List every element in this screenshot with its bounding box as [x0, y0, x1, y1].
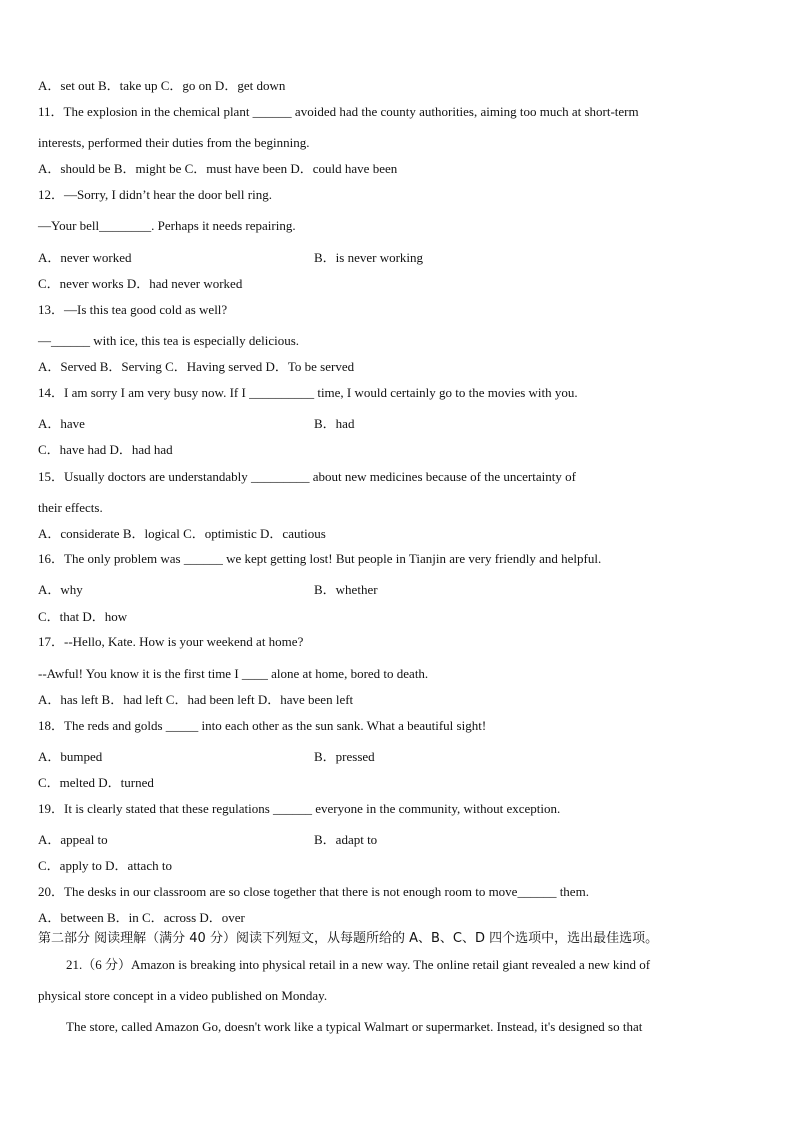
option-right-column: B．pressed: [314, 749, 375, 764]
text-line: 18．The reds and golds _____ into each other as the sun sank. What a beautiful sight!: [38, 718, 487, 733]
text-line: A．set out B．take up C．go on D．get down: [38, 78, 286, 93]
text-line: A．bumped: [38, 749, 103, 764]
text-line: their effects.: [38, 500, 103, 515]
option-right-column: B．had: [314, 416, 355, 431]
text-line: 16．The only problem was ______ we kept getting lost! But people in Tianjin are very friendly and helpful.: [38, 551, 602, 566]
text-line: A．between B．in C．across D．over: [38, 910, 245, 925]
text-line: physical store concept in a video published on Monday.: [38, 988, 328, 1003]
text-line: 12．—Sorry, I didn’t hear the door bell ring.: [38, 187, 272, 202]
text-line: A．why: [38, 582, 83, 597]
text-line: A．appeal to: [38, 832, 108, 847]
text-line: A．should be B．might be C．must have been D．could have been: [38, 161, 398, 176]
text-line: 第二部分 阅读理解（满分 40 分）阅读下列短文，从每题所给的 A、B、C、D 四个选项中，选出最佳选项。: [38, 931, 659, 946]
text-line: C．melted D．turned: [38, 775, 154, 790]
text-line: The store, called Amazon Go, doesn't work like a typical Walmart or supermarket. Instead, it's designed so that: [66, 1019, 643, 1034]
text-line: C．have had D．had had: [38, 442, 173, 457]
text-line: A．have: [38, 416, 85, 431]
text-line: A．has left B．had left C．had been left D．have been left: [38, 692, 354, 707]
text-line: 13．—Is this tea good cold as well?: [38, 302, 228, 317]
text-line: 19．It is clearly stated that these regulations ______ everyone in the community, without exception.: [38, 801, 561, 816]
option-right-column: B．adapt to: [314, 832, 378, 847]
text-line: —______ with ice, this tea is especially delicious.: [38, 333, 300, 348]
option-right-column: B．whether: [314, 582, 378, 597]
text-line: 20．The desks in our classroom are so close together that there is not enough room to move______ them.: [38, 884, 589, 899]
text-line: C．that D．how: [38, 609, 128, 624]
text-line: 17．--Hello, Kate. How is your weekend at home?: [38, 634, 304, 649]
option-right-column: B．is never working: [314, 250, 424, 265]
text-line: 14．I am sorry I am very busy now. If I __________ time, I would certainly go to the movies with you.: [38, 385, 578, 400]
text-line: --Awful! You know it is the first time I ____ alone at home, bored to death.: [38, 666, 429, 681]
text-line: C．never works D．had never worked: [38, 276, 243, 291]
text-line: A．Served B．Serving C．Having served D．To be served: [38, 359, 355, 374]
text-line: A．considerate B．logical C．optimistic D．cautious: [38, 526, 326, 541]
text-line: 15．Usually doctors are understandably _________ about new medicines because of the uncertainty of: [38, 469, 576, 484]
text-line: 11．The explosion in the chemical plant ______ avoided had the county authorities, aiming too much at short-term: [38, 104, 639, 119]
text-line: interests, performed their duties from the beginning.: [38, 135, 310, 150]
text-line: —Your bell________. Perhaps it needs repairing.: [38, 218, 296, 233]
text-line: A．never worked: [38, 250, 132, 265]
text-line: 21.（6 分）Amazon is breaking into physical retail in a new way. The online retail giant revealed a new kind of: [66, 957, 651, 972]
text-line: C．apply to D．attach to: [38, 858, 172, 873]
